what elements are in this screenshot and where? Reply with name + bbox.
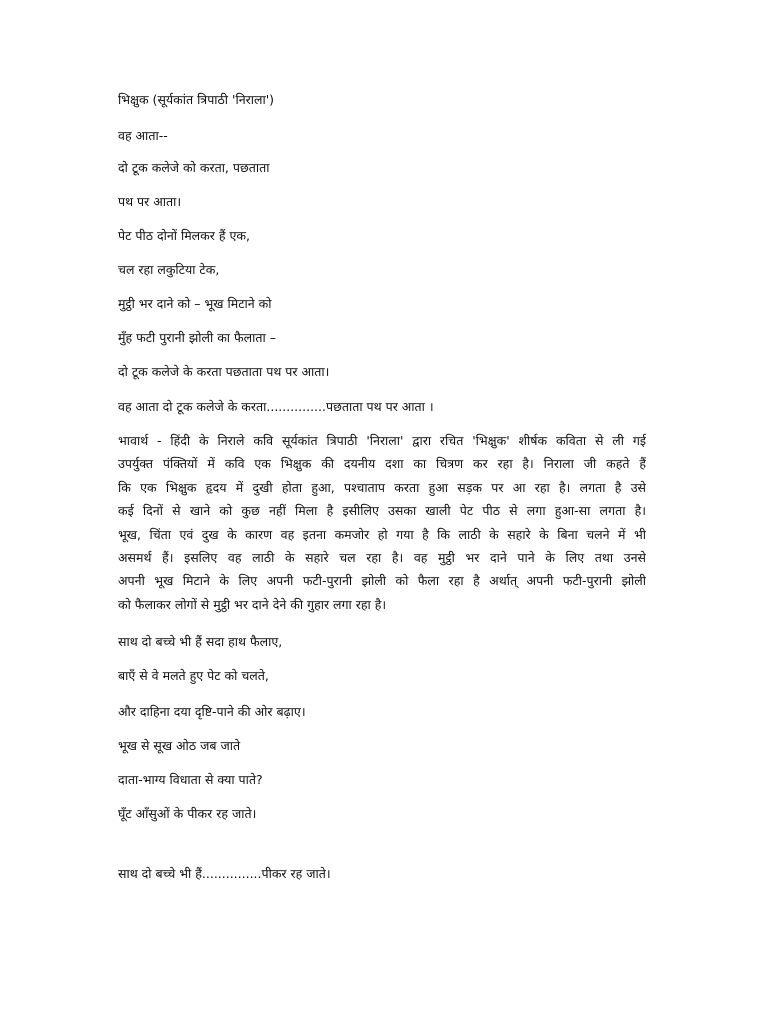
summary-line-1: वह आता दो टूक कलेजे के करता...............पछताता पथ पर आता । <box>118 399 434 414</box>
stanza1-line-3: पथ पर आता। <box>118 194 182 209</box>
stanza2-line-2: बाएँ से वे मलते हुए पेट को चलते, <box>118 668 269 683</box>
stanza1-line-5: चल रहा लकुटिया टेक, <box>118 262 220 277</box>
explanation-line-3: कि एक भिक्षुक हृदय में दुखी होता हुआ, पश्चाताप करता हुआ सड़क पर आ रहा है। लगता है उसे <box>118 479 646 495</box>
stanza2-line-5: दाता-भाग्य विधाता से क्या पाते? <box>118 772 263 787</box>
stanza1-line-7: मुँह फटी पुरानी झोली का फैलाता – <box>118 330 276 345</box>
stanza1-line-2: दो टूक कलेजे को करता, पछताता <box>118 160 270 175</box>
stanza2-line-6: घूँट आँसुओं के पीकर रह जाते। <box>118 806 257 821</box>
poem-title: भिक्षुक (सूर्यकांत त्रिपाठी 'निराला') <box>118 92 275 107</box>
explanation-line-2: उपर्युक्त पंक्तियों में कवि एक भिक्षुक की दयनीय दशा का चित्रण कर रहा है। निराला जी कहते हैं <box>118 456 646 472</box>
stanza1-line-4: पेट पीठ दोनों मिलकर हैं एक, <box>118 228 250 243</box>
explanation-line-6: असमर्थ हैं। इसलिए वह लाठी के सहारे चल रहा है। वह मुट्ठी भर दाने पाने के लिए तथा उनसे <box>118 550 646 566</box>
explanation-line-5: भूख, चिंता एवं दुख के कारण वह इतना कमजोर हो गया है कि लाठी के सहारे के बिना चलने में भी <box>118 526 646 542</box>
stanza1-line-1: वह आता-- <box>118 128 168 143</box>
summary-line-2: साथ दो बच्चे भी हैं...............पीकर रह जाते। <box>118 866 331 881</box>
explanation-line-4: कई दिनों से खाने को कुछ नहीं मिला है इसीलिए उसका खाली पेट पीठ से लगा हुआ-सा लगता है। <box>118 503 646 519</box>
stanza2-line-1: साथ दो बच्चे भी हैं सदा हाथ फैलाए, <box>118 634 283 649</box>
explanation-line-7: अपनी भूख मिटाने के लिए अपनी फटी-पुरानी झोली को फैला रहा है अर्थात् अपनी फटी-पुरानी झोली <box>118 573 646 589</box>
stanza1-line-6: मुट्ठी भर दाने को – भूख मिटाने को <box>118 296 272 311</box>
stanza2-line-3: और दाहिना दया दृष्टि-पाने की ओर बढ़ाए। <box>118 704 306 719</box>
explanation-line-8: को फैलाकर लोगों से मुट्ठी भर दाने देने की गुहार लगा रहा है। <box>118 596 387 612</box>
stanza2-line-4: भूख से सूख ओठ जब जाते <box>118 738 241 753</box>
explanation-line-1: भावार्थ - हिंदी के निराले कवि सूर्यकांत त्रिपाठी 'निराला' द्वारा रचित 'भिक्षुक' शीर्षक कविता से ली गई <box>118 433 646 448</box>
explanation-paragraph <box>118 429 646 616</box>
stanza1-line-8: दो टूक कलेजे के करता पछताता पथ पर आता। <box>118 364 330 379</box>
